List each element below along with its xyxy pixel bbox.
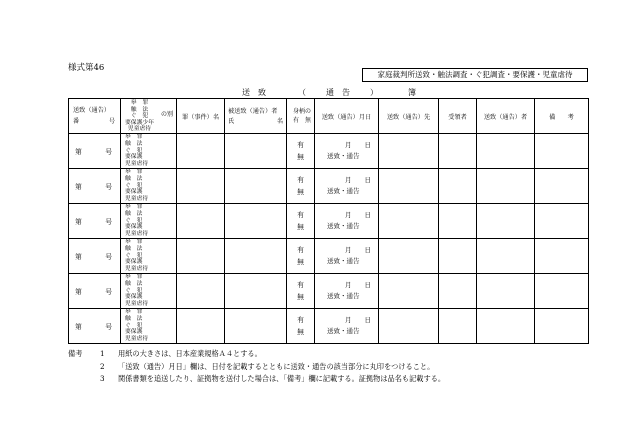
row-type-option[interactable]: 皋 罪 — [125, 169, 143, 175]
row-type-option[interactable]: 要保護 — [125, 329, 143, 336]
row-type-option[interactable]: 皋 罪 — [125, 134, 143, 140]
row-sender-cell[interactable] — [477, 169, 535, 204]
row-person-cell[interactable] — [225, 309, 287, 344]
header-row — [69, 99, 589, 134]
row-sender-cell[interactable] — [477, 274, 535, 309]
row-type-option[interactable]: 要保護 — [125, 154, 143, 161]
custody-no[interactable]: 無 — [297, 293, 304, 301]
custody-yes[interactable]: 有 — [297, 141, 304, 149]
date-kind-options[interactable]: 送致・通告 — [327, 327, 360, 335]
row-sender-cell[interactable] — [477, 134, 535, 169]
row-type-option[interactable]: 要保護 — [125, 259, 143, 266]
title-paren-close: ） — [370, 88, 378, 97]
row-receiver-cell[interactable] — [439, 134, 477, 169]
row-type-option[interactable]: ぐ 犯 — [125, 322, 143, 329]
header-remarks: 備 考 — [535, 99, 589, 134]
table-row — [69, 134, 589, 169]
row-case-cell[interactable] — [177, 239, 225, 274]
date-kind-options[interactable]: 送致・通告 — [327, 187, 360, 195]
table-row — [69, 274, 589, 309]
row-custody-cell[interactable] — [287, 309, 315, 344]
custody-no[interactable]: 無 — [297, 223, 304, 231]
row-sender-cell[interactable] — [477, 309, 535, 344]
row-type-option[interactable]: 児童虐待 — [125, 266, 149, 273]
row-type-option[interactable]: 触 法 — [125, 315, 143, 322]
date-kind-options[interactable]: 送致・通告 — [327, 257, 360, 265]
row-number-cell[interactable] — [69, 274, 121, 309]
row-number-cell[interactable] — [69, 239, 121, 274]
row-case-cell[interactable] — [177, 274, 225, 309]
header-sender: 送致（通告）者 — [477, 99, 535, 134]
note-text: 用紙の大きさは、日本産業規格Ａ４とする。 — [118, 349, 262, 358]
row-person-cell[interactable] — [225, 204, 287, 239]
row-type-option[interactable]: 要保護 — [125, 294, 143, 301]
row-remarks-cell[interactable] — [535, 274, 589, 309]
date-kind-options[interactable]: 送致・通告 — [327, 152, 360, 160]
row-type-option[interactable]: 触 法 — [125, 140, 143, 147]
row-number-dai: 第 — [75, 218, 82, 226]
row-number-go: 号 — [105, 323, 112, 331]
table-row — [69, 239, 589, 274]
row-custody-cell[interactable] — [287, 169, 315, 204]
row-custody-cell[interactable] — [287, 204, 315, 239]
row-custody-cell[interactable] — [287, 274, 315, 309]
header-person-shi: 氏 — [228, 118, 235, 125]
row-case-cell[interactable] — [177, 204, 225, 239]
row-type-option[interactable]: 触 法 — [125, 245, 143, 252]
row-number-dai: 第 — [75, 323, 82, 331]
row-custody-cell[interactable] — [287, 134, 315, 169]
header-type-item: 要保護少年 — [125, 119, 154, 126]
row-number-cell[interactable] — [69, 134, 121, 169]
note-number: 1 — [100, 349, 105, 358]
row-person-cell[interactable] — [225, 169, 287, 204]
row-destination-cell[interactable] — [379, 204, 439, 239]
category-box: 家庭裁判所送致・触法調査・ぐ犯調査・要保護・児童虐待 — [362, 68, 588, 82]
row-types-cell[interactable] — [121, 134, 177, 169]
row-types-cell[interactable] — [121, 204, 177, 239]
date-month-day: 月 日 — [345, 316, 371, 324]
row-destination-cell[interactable] — [379, 169, 439, 204]
header-number-ban: 番 — [73, 118, 80, 125]
header-custody-line1: 身柄の — [292, 108, 311, 115]
row-type-option[interactable]: 児童虐待 — [125, 231, 149, 238]
title-left: 送 致 — [242, 88, 266, 97]
row-number-dai: 第 — [75, 288, 82, 296]
header-type-item: ぐ 犯 — [130, 113, 149, 120]
header-types-suffix: の別 — [160, 111, 173, 118]
date-kind-options[interactable]: 送致・通告 — [327, 222, 360, 230]
row-type-option[interactable]: 要保護 — [125, 189, 143, 196]
register-title — [210, 88, 450, 98]
row-type-option[interactable]: ぐ 犯 — [125, 147, 143, 154]
row-date-cell[interactable] — [315, 204, 379, 239]
row-date-cell[interactable] — [315, 274, 379, 309]
row-number-dai: 第 — [75, 148, 82, 156]
header-person — [225, 99, 287, 134]
header-date: 送致（通告）月日 — [315, 99, 379, 134]
custody-yes[interactable]: 有 — [297, 316, 304, 324]
custody-yes[interactable]: 有 — [297, 281, 304, 289]
row-custody-cell[interactable] — [287, 239, 315, 274]
row-destination-cell[interactable] — [379, 239, 439, 274]
row-type-option[interactable]: 触 法 — [125, 210, 143, 217]
row-type-option[interactable]: 触 法 — [125, 175, 143, 182]
custody-yes[interactable]: 有 — [297, 176, 304, 184]
header-custody-line2: 有 無 — [292, 117, 311, 124]
note-number: 3 — [100, 374, 105, 383]
date-month-day: 月 日 — [345, 141, 371, 149]
custody-no[interactable]: 無 — [297, 258, 304, 266]
table-row — [69, 169, 589, 204]
row-number-go: 号 — [105, 218, 112, 226]
row-type-option[interactable]: 要保護 — [125, 224, 143, 231]
row-date-cell[interactable] — [315, 134, 379, 169]
row-types-cell[interactable] — [121, 309, 177, 344]
row-number-cell[interactable] — [69, 204, 121, 239]
row-person-cell[interactable] — [225, 239, 287, 274]
row-case-cell[interactable] — [177, 134, 225, 169]
row-type-option[interactable]: 児童虐待 — [125, 336, 149, 343]
header-person-label: 被送致（通告）者 — [228, 108, 278, 115]
header-number-line1: 送致（通告） — [73, 107, 111, 114]
row-type-option[interactable]: 皋 罪 — [125, 239, 143, 245]
row-receiver-cell[interactable] — [439, 309, 477, 344]
row-type-option[interactable]: ぐ 犯 — [125, 287, 143, 294]
row-number-dai: 第 — [75, 183, 82, 191]
register-rows — [69, 134, 589, 344]
row-type-option[interactable]: 児童虐待 — [125, 161, 149, 168]
row-remarks-cell[interactable] — [535, 309, 589, 344]
custody-yes[interactable]: 有 — [297, 246, 304, 254]
row-type-option[interactable]: 児童虐待 — [125, 196, 149, 203]
row-destination-cell[interactable] — [379, 274, 439, 309]
title-middle: 通 告 — [326, 88, 350, 97]
row-sender-cell[interactable] — [477, 239, 535, 274]
row-type-option[interactable]: 触 法 — [125, 280, 143, 287]
date-month-day: 月 日 — [345, 211, 371, 219]
row-case-cell[interactable] — [177, 309, 225, 344]
row-types-cell[interactable] — [121, 274, 177, 309]
header-types — [121, 99, 177, 134]
row-remarks-cell[interactable] — [535, 239, 589, 274]
row-receiver-cell[interactable] — [439, 169, 477, 204]
row-type-option[interactable]: ぐ 犯 — [125, 252, 143, 259]
row-date-cell[interactable] — [315, 309, 379, 344]
header-number — [69, 99, 121, 134]
date-kind-options[interactable]: 送致・通告 — [327, 292, 360, 300]
form-number: 様式第46 — [68, 63, 105, 73]
row-number-cell[interactable] — [69, 309, 121, 344]
row-date-cell[interactable] — [315, 169, 379, 204]
title-right: 簿 — [408, 88, 416, 97]
row-person-cell[interactable] — [225, 134, 287, 169]
row-type-option[interactable]: 皋 罪 — [125, 309, 143, 315]
table-row — [69, 309, 589, 344]
note-text: 関係書類を追送したり、証拠物を送付した場合は、「備考」欄に記載する。証拠物は品名も記載する。 — [118, 374, 446, 383]
row-number-cell[interactable] — [69, 169, 121, 204]
row-number-dai: 第 — [75, 253, 82, 261]
row-type-option[interactable]: 皋 罪 — [125, 274, 143, 280]
title-paren-open: （ — [298, 88, 306, 97]
row-number-go: 号 — [105, 148, 112, 156]
custody-yes[interactable]: 有 — [297, 211, 304, 219]
note-number: 2 — [100, 361, 105, 371]
header-type-item: 児童虐待 — [127, 126, 152, 133]
header-person-mei: 名 — [276, 118, 283, 125]
row-receiver-cell[interactable] — [439, 274, 477, 309]
row-remarks-cell[interactable] — [535, 169, 589, 204]
row-number-go: 号 — [105, 288, 112, 296]
header-destination: 送致（通告）先 — [379, 99, 439, 134]
notes-label: 備考 — [68, 349, 83, 358]
row-remarks-cell[interactable] — [535, 204, 589, 239]
header-receiver: 受領者 — [439, 99, 477, 134]
row-type-option[interactable]: ぐ 犯 — [125, 182, 143, 189]
custody-no[interactable]: 無 — [297, 328, 304, 336]
row-destination-cell[interactable] — [379, 309, 439, 344]
row-type-option[interactable]: 皋 罪 — [125, 204, 143, 210]
header-case: 罪（事件）名 — [177, 99, 225, 134]
row-type-option[interactable]: 児童虐待 — [125, 301, 149, 308]
row-types-cell[interactable] — [121, 239, 177, 274]
header-type-item: 皋 罪 — [130, 100, 149, 106]
row-date-cell[interactable] — [315, 239, 379, 274]
row-receiver-cell[interactable] — [439, 204, 477, 239]
date-month-day: 月 日 — [345, 176, 371, 184]
header-custody — [287, 99, 315, 134]
row-destination-cell[interactable] — [379, 134, 439, 169]
row-person-cell[interactable] — [225, 274, 287, 309]
header-types-list — [125, 100, 154, 133]
header-type-item: 触 法 — [130, 106, 149, 113]
register-table — [68, 98, 589, 344]
row-sender-cell[interactable] — [477, 204, 535, 239]
row-number-go: 号 — [105, 183, 112, 191]
custody-no[interactable]: 無 — [297, 153, 304, 161]
row-types-cell[interactable] — [121, 169, 177, 204]
row-type-option[interactable]: ぐ 犯 — [125, 217, 143, 224]
note-text: 「送致（通告）月日」欄は、日付を記載するとともに送致・通告の該当部分に丸印をつけること。 — [118, 361, 435, 371]
date-month-day: 月 日 — [345, 281, 371, 289]
date-month-day: 月 日 — [345, 246, 371, 254]
row-case-cell[interactable] — [177, 169, 225, 204]
custody-no[interactable]: 無 — [297, 188, 304, 196]
row-number-go: 号 — [105, 253, 112, 261]
row-remarks-cell[interactable] — [535, 134, 589, 169]
table-row — [69, 204, 589, 239]
row-receiver-cell[interactable] — [439, 239, 477, 274]
header-number-go: 号 — [108, 118, 115, 125]
